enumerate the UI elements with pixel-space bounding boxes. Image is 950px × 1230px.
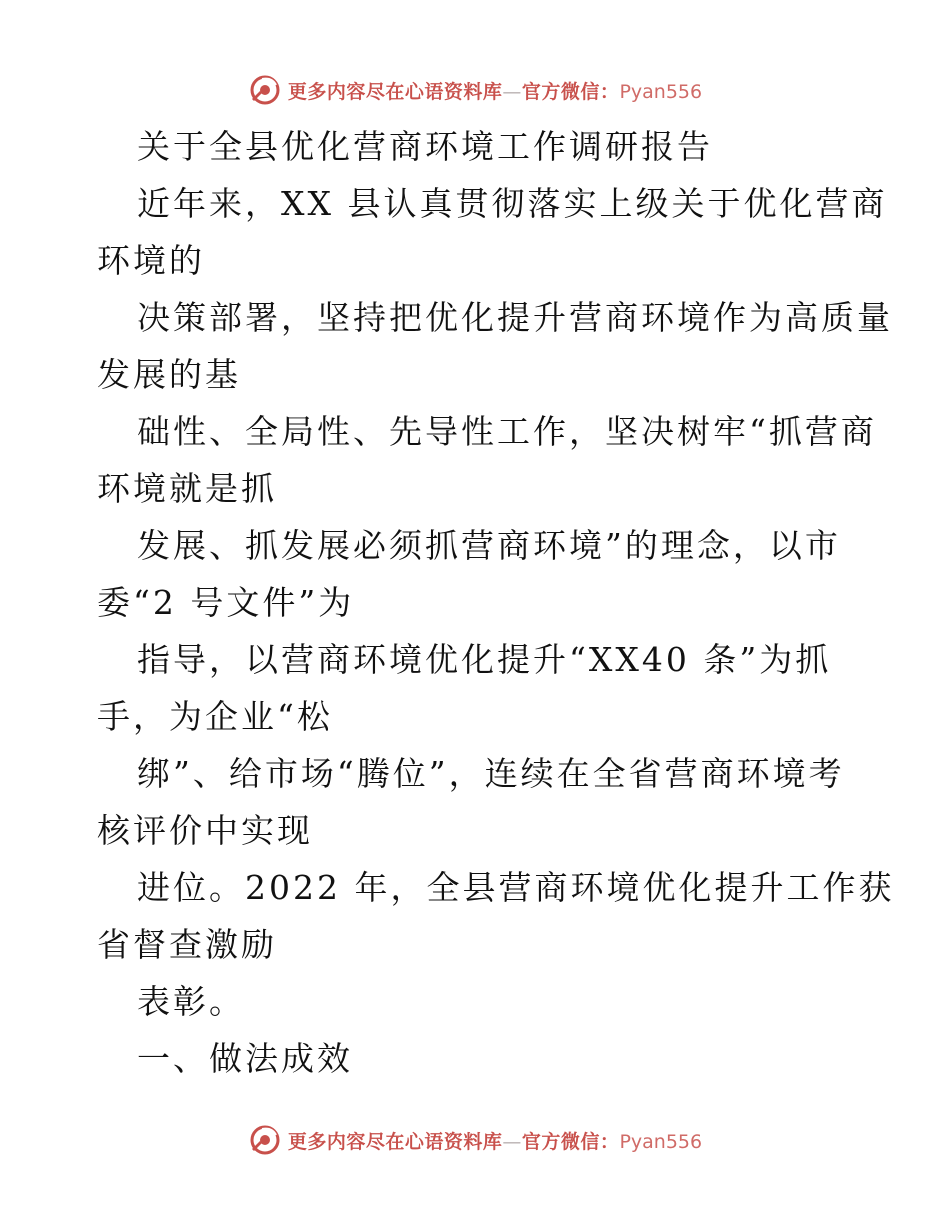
pen-logo-icon [248, 73, 282, 107]
text-line: 发展的基 [97, 355, 241, 394]
text-line: 省督查激励 [97, 925, 277, 964]
text-line: 础性、全局性、先导性工作，坚决树牢“抓营商 [137, 412, 877, 451]
watermark-wechat-id: Pyan556 [619, 80, 703, 103]
text-line: 核评价中实现 [97, 811, 313, 850]
text-line: 委“2 号文件”为 [97, 583, 355, 622]
watermark-wechat-label: 官方微信： [521, 80, 620, 103]
text-line: 决策部署，坚持把优化提升营商环境作为高质量 [137, 298, 893, 337]
watermark-text [288, 1127, 702, 1154]
text-line: 发展、抓发展必须抓营商环境”的理念，以市 [137, 526, 841, 565]
watermark-wechat-id: Pyan556 [619, 1130, 703, 1153]
watermark-slogan: 更多内容尽在心语资料库 [287, 1130, 503, 1153]
header-watermark [0, 72, 950, 108]
text-line: 环境的 [97, 241, 205, 280]
watermark-wechat-label: 官方微信： [521, 1130, 620, 1153]
text-line: 指导，以营商环境优化提升“XX40 条”为抓 [137, 640, 832, 679]
document-title: 关于全县优化营商环境工作调研报告 [137, 127, 713, 166]
text-line: 环境就是抓 [97, 469, 277, 508]
watermark-text [288, 77, 702, 104]
document-body [97, 118, 895, 1087]
text-line: 近年来，XX 县认真贯彻落实上级关于优化营商 [137, 184, 888, 223]
watermark-dash: — [502, 1130, 522, 1153]
pen-logo-icon [248, 1123, 282, 1157]
text-line: 绑”、给市场“腾位”，连续在全省营商环境考 [137, 754, 845, 793]
section-heading: 一、做法成效 [137, 1039, 353, 1078]
watermark-dash: — [502, 80, 522, 103]
text-line: 进位。2022 年，全县营商环境优化提升工作获 [137, 868, 895, 907]
watermark-slogan: 更多内容尽在心语资料库 [287, 80, 503, 103]
text-line: 表彰。 [137, 982, 245, 1021]
text-line: 手，为企业“松 [97, 697, 333, 736]
footer-watermark [0, 1122, 950, 1158]
